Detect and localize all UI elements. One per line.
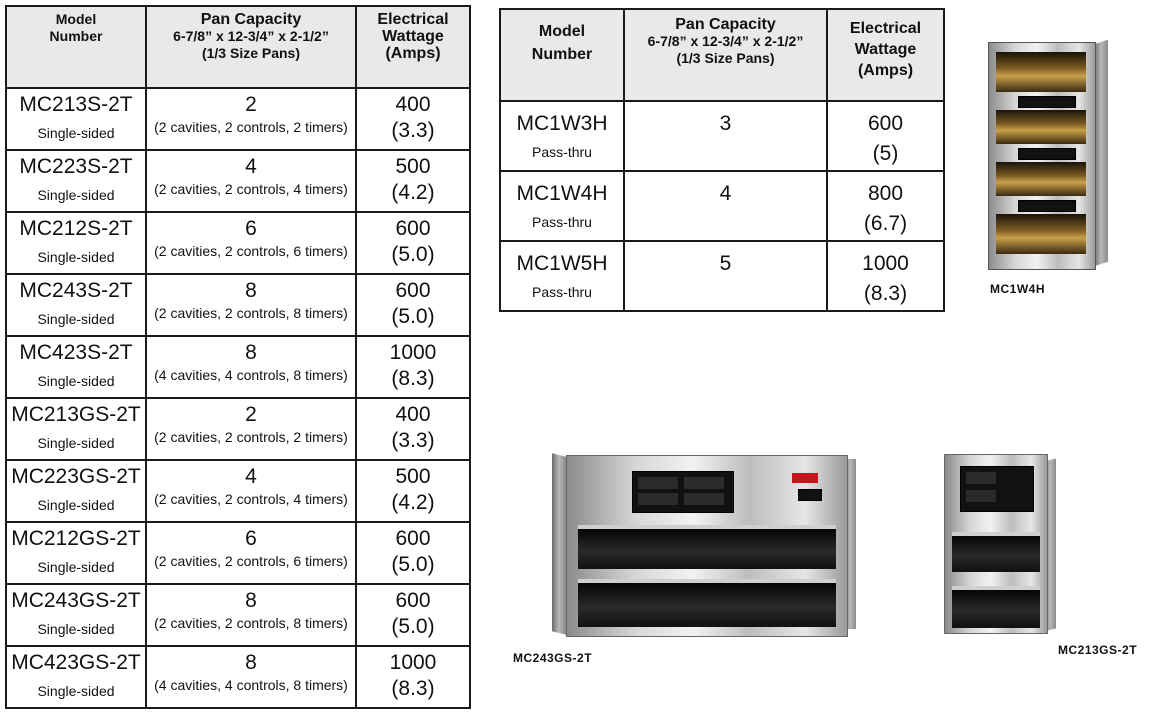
model-type: Single-sided — [37, 559, 115, 575]
pan-count: 8 — [245, 651, 257, 674]
capacity-cell — [624, 101, 827, 171]
amps-value: (6.7) — [863, 212, 908, 235]
wattage-cell — [356, 274, 470, 336]
pan-count: 4 — [245, 465, 257, 488]
model-cell — [6, 398, 146, 460]
amps-value: (5.0) — [391, 615, 435, 638]
capacity-cell — [146, 398, 356, 460]
table-row — [500, 241, 944, 311]
model-number: MC223GS-2T — [11, 465, 141, 488]
wattage-cell — [827, 101, 944, 171]
amps-value: (5.0) — [391, 553, 435, 576]
table-row — [6, 522, 470, 584]
model-number: MC423S-2T — [19, 341, 133, 364]
wattage-value: 600 — [395, 589, 431, 612]
model-number: MC213GS-2T — [11, 403, 141, 426]
amps-value: (4.2) — [391, 181, 435, 204]
amps-value: (3.3) — [391, 119, 435, 142]
table-row — [6, 150, 470, 212]
table-row — [500, 101, 944, 171]
amps-value: (5.0) — [391, 305, 435, 328]
model-number: MC212S-2T — [19, 217, 133, 240]
pan-count: 5 — [719, 252, 732, 275]
amps-value: (8.3) — [391, 677, 435, 700]
header-pan-capacity: Pan Capacity 6-7/8” x 12-3/4” x 2-1/2” (1/3 Size Pans) — [624, 9, 827, 101]
model-type: Single-sided — [37, 621, 115, 637]
model-type: Single-sided — [37, 683, 115, 699]
spec-table-single-sided — [5, 5, 471, 709]
product-photo-mc243gs-2t — [552, 455, 862, 645]
pan-count: 6 — [245, 527, 257, 550]
table-row — [6, 398, 470, 460]
header-pan-capacity: Pan Capacity 6-7/8” x 12-3/4” x 2-1/2” (1/3 Size Pans) — [146, 6, 356, 88]
amps-value: (8.3) — [863, 282, 908, 305]
pan-count: 2 — [245, 403, 257, 426]
wattage-value: 1000 — [389, 651, 437, 674]
wattage-value: 600 — [395, 279, 431, 302]
model-type: Pass-thru — [532, 214, 592, 230]
wattage-value: 1000 — [862, 252, 909, 275]
capacity-cell — [624, 241, 827, 311]
pan-count: 6 — [245, 217, 257, 240]
capacity-cell — [146, 88, 356, 150]
wattage-cell — [356, 88, 470, 150]
model-number: MC1W3H — [516, 112, 608, 135]
model-cell — [6, 522, 146, 584]
pan-count: 2 — [245, 93, 257, 116]
model-type: Single-sided — [37, 435, 115, 451]
table-header-row — [6, 6, 470, 88]
table-row — [6, 646, 470, 708]
cavity-description: (2 cavities, 2 controls, 2 timers) — [154, 119, 348, 135]
model-type: Single-sided — [37, 373, 115, 389]
capacity-cell — [146, 150, 356, 212]
caption-mc213gs-2t: MC213GS-2T — [1058, 643, 1138, 657]
cavity-description: (2 cavities, 2 controls, 8 timers) — [154, 305, 348, 321]
model-type: Single-sided — [37, 497, 115, 513]
wattage-value: 1000 — [389, 341, 437, 364]
cavity-description: (2 cavities, 2 controls, 6 timers) — [154, 553, 348, 569]
model-number: MC212GS-2T — [11, 527, 141, 550]
amps-value: (8.3) — [391, 367, 435, 390]
model-cell — [6, 646, 146, 708]
cavity-description: (4 cavities, 4 controls, 8 timers) — [154, 367, 348, 383]
wattage-value: 400 — [395, 93, 431, 116]
wattage-cell — [356, 336, 470, 398]
wattage-value: 800 — [867, 182, 904, 205]
wattage-cell — [356, 212, 470, 274]
header-model-number: Model Number — [500, 9, 624, 101]
wattage-value: 600 — [395, 217, 431, 240]
wattage-cell — [356, 150, 470, 212]
caption-mc1w4h: MC1W4H — [990, 282, 1046, 296]
wattage-cell — [356, 584, 470, 646]
wattage-cell — [827, 241, 944, 311]
wattage-cell — [356, 460, 470, 522]
model-type: Single-sided — [37, 311, 115, 327]
table-row — [6, 274, 470, 336]
model-cell — [6, 584, 146, 646]
header-electrical-wattage: Electrical Wattage (Amps) — [356, 6, 470, 88]
pan-count: 8 — [245, 589, 257, 612]
cavity-description: (2 cavities, 2 controls, 4 timers) — [154, 491, 348, 507]
wattage-value: 500 — [395, 465, 431, 488]
pan-count: 8 — [245, 341, 257, 364]
capacity-cell — [146, 460, 356, 522]
model-cell — [6, 460, 146, 522]
table-row — [6, 88, 470, 150]
header-electrical-wattage: Electrical Wattage (Amps) — [827, 9, 944, 101]
wattage-value: 600 — [395, 527, 431, 550]
wattage-value: 500 — [395, 155, 431, 178]
amps-value: (4.2) — [391, 491, 435, 514]
model-cell — [6, 212, 146, 274]
model-cell — [6, 88, 146, 150]
model-type: Pass-thru — [532, 144, 592, 160]
cavity-description: (4 cavities, 4 controls, 8 timers) — [154, 677, 348, 693]
amps-value: (5) — [872, 142, 899, 165]
model-number: MC1W5H — [516, 252, 608, 275]
product-photo-mc1w4h — [982, 36, 1112, 276]
wattage-cell — [827, 171, 944, 241]
table-row — [6, 584, 470, 646]
capacity-cell — [624, 171, 827, 241]
model-number: MC213S-2T — [19, 93, 133, 116]
wattage-cell — [356, 398, 470, 460]
model-type: Pass-thru — [532, 284, 592, 300]
model-type: Single-sided — [37, 125, 115, 141]
model-type: Single-sided — [37, 187, 115, 203]
model-number: MC243GS-2T — [11, 589, 141, 612]
capacity-cell — [146, 584, 356, 646]
model-type: Single-sided — [37, 249, 115, 265]
capacity-cell — [146, 274, 356, 336]
cavity-description: (2 cavities, 2 controls, 2 timers) — [154, 429, 348, 445]
wattage-cell — [356, 522, 470, 584]
cavity-description: (2 cavities, 2 controls, 8 timers) — [154, 615, 348, 631]
model-number: MC423GS-2T — [11, 651, 141, 674]
amps-value: (5.0) — [391, 243, 435, 266]
model-cell — [6, 150, 146, 212]
model-cell — [6, 336, 146, 398]
model-cell — [6, 274, 146, 336]
table-header-row — [500, 9, 944, 101]
pan-count: 3 — [719, 112, 732, 135]
table-row — [500, 171, 944, 241]
model-cell — [500, 101, 624, 171]
wattage-cell — [356, 646, 470, 708]
pan-count: 4 — [245, 155, 257, 178]
capacity-cell — [146, 646, 356, 708]
table-row — [6, 460, 470, 522]
capacity-cell — [146, 522, 356, 584]
capacity-cell — [146, 212, 356, 274]
cavity-description: (2 cavities, 2 controls, 6 timers) — [154, 243, 348, 259]
header-model-number: Model Number — [6, 6, 146, 88]
model-number: MC243S-2T — [19, 279, 133, 302]
capacity-cell — [146, 336, 356, 398]
model-cell — [500, 241, 624, 311]
table-row — [6, 336, 470, 398]
pan-count: 8 — [245, 279, 257, 302]
table-row — [6, 212, 470, 274]
product-photo-mc213gs-2t — [940, 452, 1060, 637]
wattage-value: 400 — [395, 403, 431, 426]
amps-value: (3.3) — [391, 429, 435, 452]
wattage-value: 600 — [867, 112, 904, 135]
model-cell — [500, 171, 624, 241]
model-number: MC223S-2T — [19, 155, 133, 178]
pan-count: 4 — [719, 182, 732, 205]
model-number: MC1W4H — [516, 182, 608, 205]
caption-mc243gs-2t: MC243GS-2T — [513, 651, 593, 665]
spec-table-pass-thru — [499, 8, 945, 312]
cavity-description: (2 cavities, 2 controls, 4 timers) — [154, 181, 348, 197]
